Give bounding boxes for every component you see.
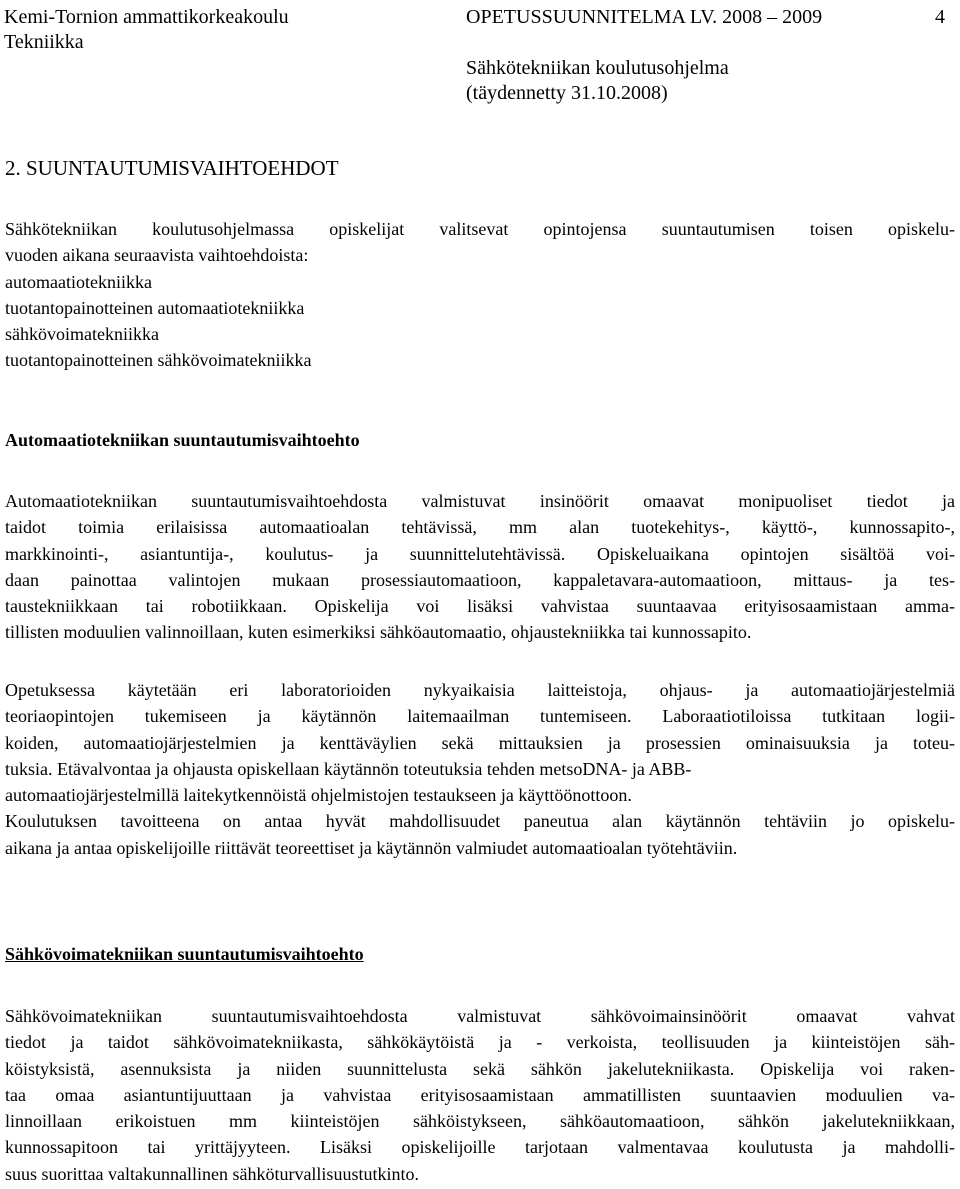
automation-paragraph-1 (5, 488, 955, 646)
paragraph-line: Koulutuksen tavoitteena on antaa hyvät mahdollisuudet paneutua alan käytännön tehtäviin jo opiskelu- (5, 811, 955, 832)
paragraph-line: tiedot ja taidot sähkövoimatekniikasta, sähkökäytöistä ja - verkoista, teollisuuden ja kiinteistöjen säh- (5, 1032, 955, 1053)
automation-heading: Automaatiotekniikan suuntautumisvaihtoehto (5, 430, 360, 450)
paragraph-line: koiden, automaatiojärjestelmien ja kenttäväylien sekä mittauksien ja prosessien ominaisuuksia ja toteu- (5, 732, 955, 753)
paragraph-line: tillisten moduulien valinnoillaan, kuten esimerkiksi sähköautomaatio, ohjaustekniikka tai kunnossapito. (5, 622, 752, 643)
section-heading: 2. SUUNTAUTUMISVAIHTOEHDOT (5, 156, 339, 180)
paragraph-line: tuksia. Etävalvontaa ja ohjausta opiskellaan käytännön toteutuksia tehden metsoDNA- ja ABB- (5, 758, 692, 779)
list-item: automaatiotekniikka (5, 272, 152, 292)
paragraph-line: köistyksistä, asennuksista ja niiden suunnittelusta sekä sähkön jakelutekniikasta. Opiskelija voi raken- (5, 1058, 955, 1079)
paragraph-line: markkinointi-, asiantuntija-, koulutus- ja suunnittelutehtävissä. Opiskeluaikana opintojen sisältöä voi- (5, 543, 955, 564)
paragraph-line: teoriaopintojen tukemiseen ja käytännön laitemaailman tuntemiseen. Laboraatiotiloissa tutkitaan logii- (5, 706, 955, 727)
paragraph-line: Opetuksessa käytetään eri laboratorioiden nykyaikaisia laitteistoja, ohjaus- ja automaatiojärjestelmiä (5, 680, 955, 700)
paragraph-line: daan painottaa valintojen mukaan prosessiautomaatioon, kappaletavara-automaatioon, mittaus- ja tes- (5, 569, 955, 590)
paragraph-line: suus suorittaa valtakunnallinen sähköturvallisuustutkinto. (5, 1163, 419, 1184)
paragraph-line: Automaatiotekniikan suuntautumisvaihtoehdosta valmistuvat insinöörit omaavat monipuoliset tiedot ja (5, 491, 955, 511)
power-paragraph (5, 1003, 955, 1187)
orientation-options-list (5, 269, 955, 373)
paragraph-line: Sähkötekniikan koulutusohjelmassa opiskelijat valitsevat opintojensa suuntautumisen toisen opiskelu- (5, 219, 955, 239)
paragraph-line: taustekniikkaan tai robotiikkaan. Opiskelija voi lisäksi vahvistaa suuntaavaa erityisosaamistaan amma- (5, 596, 955, 617)
programme-name: Sähkötekniikan koulutusohjelma (466, 57, 729, 79)
paragraph-line: automaatiojärjestelmillä laitekytkennöistä ohjelmistojen testaukseen ja käyttöönottoon. (5, 785, 632, 806)
paragraph-line: taidot toimia erilaisissa automaatioalan tehtävissä, mm alan tuotekehitys-, käyttö-, kunnossapito-, (5, 517, 955, 538)
updated-date: (täydennetty 31.10.2008) (466, 82, 668, 104)
organization-name: Kemi-Tornion ammattikorkeakoulu (4, 6, 289, 28)
page-number: 4 (935, 6, 945, 28)
document-title: OPETUSSUUNNITELMA LV. 2008 – 2009 (466, 6, 823, 28)
list-item: sähkövoimatekniikka (5, 324, 159, 344)
organization-unit: Tekniikka (4, 31, 84, 53)
paragraph-line: taa omaa asiantuntijuuttaan ja vahvistaa erityisosaamistaan ammatillisten suuntaavien moduulien va- (5, 1084, 955, 1105)
paragraph-line: linnoillaan erikoistuen mm kiinteistöjen sähköistykseen, sähköautomaatioon, sähkön jakelutekniikkaan, (5, 1111, 955, 1132)
paragraph-line: vuoden aikana seuraavista vaihtoehdoista: (5, 245, 309, 266)
list-item: tuotantopainotteinen automaatiotekniikka (5, 298, 305, 318)
automation-paragraph-2 (5, 677, 955, 861)
paragraph-line: aikana ja antaa opiskelijoille riittävät teoreettiset ja käytännön valmiudet automaatioalan työtehtäviin. (5, 837, 738, 858)
paragraph-line: Sähkövoimatekniikan suuntautumisvaihtoehdosta valmistuvat sähkövoimainsinöörit omaavat vahvat (5, 1006, 955, 1026)
intro-paragraph (5, 216, 955, 269)
list-item: tuotantopainotteinen sähkövoimatekniikka (5, 350, 312, 370)
paragraph-line: kunnossapitoon tai yrittäjyyteen. Lisäksi opiskelijoille tarjotaan valmentavaa koulutusta ja mahdolli- (5, 1137, 955, 1158)
power-heading: Sähkövoimatekniikan suuntautumisvaihtoehto (5, 944, 364, 964)
